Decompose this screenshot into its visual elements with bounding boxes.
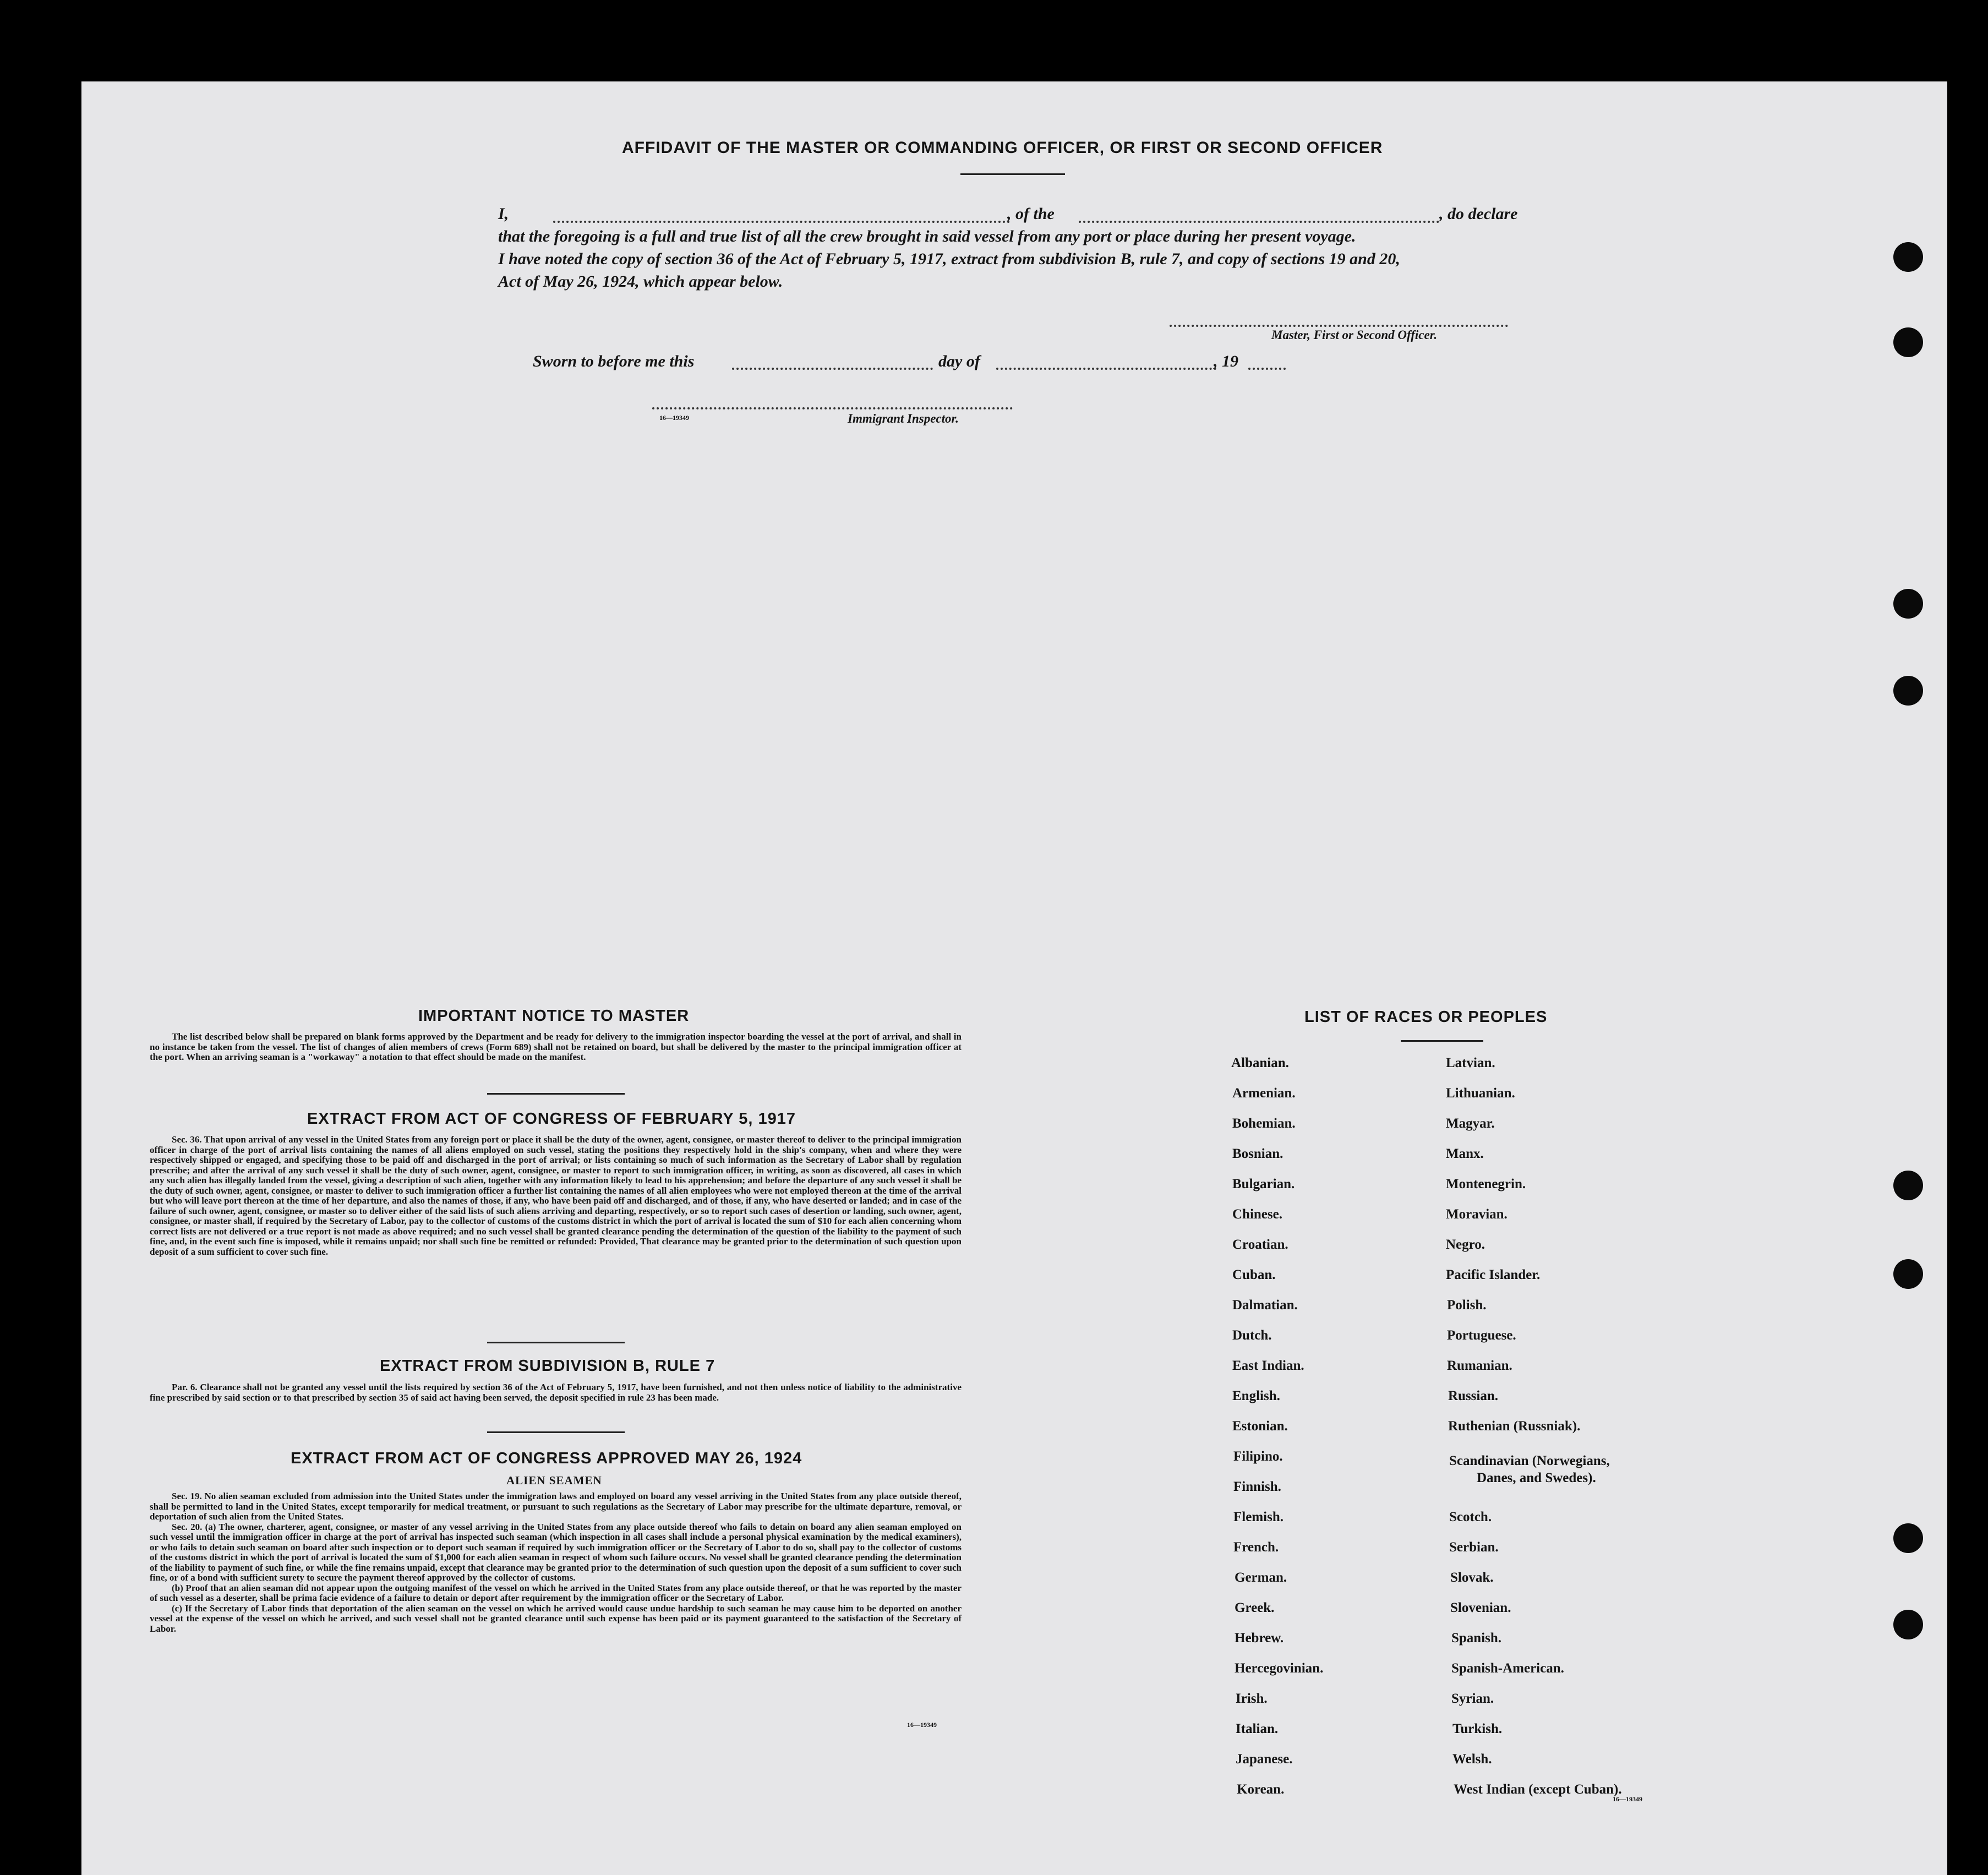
- race-right-6: Moravian.: [1446, 1207, 1508, 1222]
- race-left-19: Greek.: [1235, 1600, 1275, 1615]
- race-right-23: Turkish.: [1452, 1721, 1503, 1736]
- race-left-5: Bulgarian.: [1232, 1177, 1295, 1191]
- sworn-month-field[interactable]: [996, 368, 1216, 370]
- declarant-name-field[interactable]: [553, 221, 1010, 223]
- declaration-line-2: that the foregoing is a full and true list of all the crew brought in said vessel from any port or place during her present voyage.: [498, 227, 1356, 245]
- vessel-name-field[interactable]: [1079, 221, 1439, 223]
- alien-seamen-subtitle: ALIEN SEAMEN: [506, 1474, 602, 1487]
- race-left-15: Finnish.: [1233, 1479, 1281, 1494]
- sworn-year-field[interactable]: [1248, 368, 1286, 370]
- master-signature-caption: Master, First or Second Officer.: [1271, 328, 1438, 342]
- race-left-12: English.: [1232, 1389, 1280, 1403]
- binder-hole-7: [1893, 1523, 1923, 1553]
- title-rule: [960, 173, 1065, 175]
- extract-1924-text: [150, 1491, 962, 1634]
- affidavit-title: AFFIDAVIT OF THE MASTER OR COMMANDING OFFICER, OR FIRST OR SECOND OFFICER: [622, 139, 1383, 157]
- race-left-3: Bohemian.: [1232, 1116, 1296, 1131]
- rule-7-title: EXTRACT FROM SUBDIVISION B, RULE 7: [380, 1357, 716, 1375]
- race-right-13: Ruthenian (Russniak).: [1448, 1419, 1581, 1434]
- race-left-18: German.: [1235, 1570, 1287, 1585]
- race-right-20: Spanish.: [1451, 1631, 1502, 1646]
- binder-hole-2: [1893, 327, 1923, 357]
- extract-1917-text: [150, 1135, 962, 1257]
- extract-form-number: 16—19349: [907, 1721, 937, 1729]
- race-right-25: West Indian (except Cuban).: [1454, 1782, 1622, 1797]
- race-left-7: Croatian.: [1232, 1237, 1288, 1252]
- race-left-21: Hercegovinian.: [1235, 1661, 1324, 1676]
- master-signature-field[interactable]: [1170, 325, 1508, 327]
- race-right-19: Slovenian.: [1450, 1600, 1511, 1615]
- race-left-2: Armenian.: [1232, 1086, 1296, 1101]
- race-left-1: Albanian.: [1231, 1056, 1289, 1070]
- affidavit-form-number: 16—19349: [659, 414, 689, 422]
- binder-hole-6: [1893, 1259, 1923, 1289]
- race-right-16: Scotch.: [1449, 1510, 1492, 1524]
- section-20c-paragraph: (c) If the Secretary of Labor finds that deportation of the alien seaman on the vessel on which he arrived would cause undue hardship to such seaman he may cause him to be deported on another vessel at the expense of the vessel on which he arrived, and such vessel shall not be granted clearance until such expense has been paid or its payment guaranteed to the satisfaction of the Secretary of Labor.: [150, 1603, 962, 1634]
- race-right-18: Slovak.: [1450, 1570, 1494, 1585]
- race-left-8: Cuban.: [1232, 1267, 1276, 1282]
- rule-7-text: [150, 1382, 962, 1403]
- race-left-9: Dalmatian.: [1232, 1298, 1298, 1313]
- race-left-25: Korean.: [1237, 1782, 1285, 1797]
- notice-text: [150, 1032, 962, 1063]
- race-right-11: Rumanian.: [1447, 1358, 1512, 1373]
- inspector-signature-field[interactable]: [652, 407, 1013, 409]
- race-right-10: Portuguese.: [1447, 1328, 1516, 1343]
- race-right-24: Welsh.: [1452, 1752, 1492, 1767]
- race-left-22: Irish.: [1236, 1691, 1268, 1706]
- extract-1917-title: EXTRACT FROM ACT OF CONGRESS OF FEBRUARY 5, 1917: [307, 1110, 796, 1128]
- section-19-paragraph: Sec. 19. No alien seaman excluded from admission into the United States under the immigration laws and employed on board any vessel arriving in the United States from any place outside thereof, shall be permitted to land in the United States, except temporarily for medical treatment, or pursuant to such regulations as the Secretary of Labor may prescribe for the ultimate departure, removal, or deportation of such alien from the United States.: [150, 1491, 962, 1522]
- race-left-23: Italian.: [1236, 1721, 1279, 1736]
- binder-hole-4: [1893, 676, 1923, 706]
- race-right-4: Manx.: [1446, 1146, 1484, 1161]
- race-right-3: Magyar.: [1446, 1116, 1495, 1131]
- inspector-caption: Immigrant Inspector.: [848, 412, 959, 425]
- race-right-12: Russian.: [1448, 1389, 1499, 1403]
- race-left-20: Hebrew.: [1235, 1631, 1284, 1646]
- declarant-prefix: I,: [498, 205, 509, 223]
- race-left-4: Bosnian.: [1232, 1146, 1284, 1161]
- races-rule: [1401, 1040, 1483, 1042]
- race-left-13: Estonian.: [1232, 1419, 1288, 1434]
- race-right-2: Lithuanian.: [1446, 1086, 1515, 1101]
- binder-hole-8: [1893, 1610, 1923, 1639]
- notice-rule: [487, 1093, 625, 1095]
- race-left-11: East Indian.: [1232, 1358, 1304, 1373]
- race-left-10: Dutch.: [1232, 1328, 1272, 1343]
- race-right-22: Syrian.: [1451, 1691, 1494, 1706]
- race-left-24: Japanese.: [1236, 1752, 1293, 1767]
- race-right-8: Pacific Islander.: [1446, 1267, 1541, 1282]
- races-form-number: 16—19349: [1613, 1795, 1642, 1803]
- race-left-6: Chinese.: [1232, 1207, 1282, 1222]
- race-right-5: Montenegrin.: [1446, 1177, 1526, 1191]
- rule-7-paragraph: Par. 6. Clearance shall not be granted any vessel until the lists required by section 36 of the Act of February 5, 1917, have been furnished, and not then unless notice of liability to the administrative fine prescribed by said section or to that prescribed by section 35 of said act having been served, the deposit specified in rule 23 has been made.: [150, 1382, 962, 1403]
- race-right-14: Scandinavian (Norwegians,: [1449, 1453, 1610, 1468]
- race-left-17: French.: [1233, 1540, 1279, 1555]
- race-right-9: Polish.: [1447, 1298, 1487, 1313]
- rule-7-rule: [487, 1431, 625, 1433]
- notice-paragraph: The list described below shall be prepared on blank forms approved by the Department and be ready for delivery to the immigration inspector boarding the vessel at the port of arrival, and shall in no instance be taken from the vessel. The list of changes of alien members of crews (Form 689) shall not be retained on board, but shall be delivered by the master to the principal immigration officer at the port. When an arriving seaman is a "workaway" a notation to that effect should be made on the manifest.: [150, 1031, 962, 1062]
- notice-title: IMPORTANT NOTICE TO MASTER: [418, 1007, 690, 1025]
- race-right-17: Serbian.: [1449, 1540, 1499, 1555]
- year-prefix: , 19: [1214, 352, 1238, 370]
- extract-1917-rule: [487, 1342, 625, 1343]
- races-title: LIST OF RACES OR PEOPLES: [1304, 1008, 1548, 1026]
- race-right-7: Negro.: [1446, 1237, 1485, 1252]
- do-declare-label: , do declare: [1439, 205, 1518, 223]
- binder-hole-3: [1893, 589, 1923, 619]
- declaration-line-4: Act of May 26, 1924, which appear below.: [498, 272, 783, 291]
- sworn-label: Sworn to before me this: [533, 352, 695, 370]
- declaration-line-3: I have noted the copy of section 36 of the Act of February 5, 1917, extract from subdivision B, rule 7, and copy of sections 19 and 20,: [498, 250, 1400, 268]
- of-the-label: , of the: [1007, 205, 1055, 223]
- race-left-14: Filipino.: [1233, 1449, 1283, 1464]
- sworn-day-field[interactable]: [732, 368, 933, 370]
- section-20b-paragraph: (b) Proof that an alien seaman did not appear upon the outgoing manifest of the vessel on which he arrived in the United States from any place outside thereof, or that he was reported by the master of such vessel as a deserter, shall be prima facie evidence of a failure to detain or deport after requirement by the immigration officer or the Secretary of Labor.: [150, 1582, 962, 1603]
- binder-hole-1: [1893, 242, 1923, 272]
- race-right-15: Danes, and Swedes).: [1477, 1471, 1596, 1485]
- race-left-16: Flemish.: [1233, 1510, 1284, 1524]
- day-of-label: day of: [938, 352, 980, 370]
- race-right-21: Spanish-American.: [1451, 1661, 1564, 1676]
- race-right-1: Latvian.: [1446, 1056, 1495, 1070]
- extract-1924-title: EXTRACT FROM ACT OF CONGRESS APPROVED MAY 26, 1924: [291, 1450, 802, 1467]
- section-36-paragraph: Sec. 36. That upon arrival of any vessel in the United States from any foreign port or place it shall be the duty of the owner, agent, consignee, or master thereof to deliver to the principal immigration officer in charge of the port of arrival lists containing the names of all aliens employed on such vessel, stating the positions they respectively hold in the ship's company, when and where they were respectively shipped or engaged, and specifying those to be paid off and discharged in the port of arrival; or lists containing so much of such information as the Secretary of Labor shall by regulation prescribe; and after the arrival of any such vessel it shall be the duty of such owner, agent, consignee, or master to report to such immigration officer, in writing, as soon as discovered, all cases in which any such alien has illegally landed from the vessel, giving a description of such alien, together with any information likely to lead to his apprehension; and before the departure of any such vessel it shall be the duty of such owner, agent, consignee, or master to deliver to such immigration officer a further list containing the names of all alien employees who were not employed thereon at the time of the arrival but who will leave port thereon at the time of her departure, and also the names of those, if any, who have been paid off and discharged, and of those, if any, who have deserted or landed; and in case of the failure of such owner, agent, consignee, or master so to deliver either of the said lists of such aliens arriving and departing, respectively, or so to report such cases of desertion or landing, such owner, agent, consignee, or master shall, if required by the Secretary of Labor, pay to the collector of customs of the customs district in which the port of arrival is located the sum of $10 for each alien concerning whom correct lists are not delivered or a true report is not made as above required; and no such vessel shall be granted clearance pending the determination of the question of the liability to the payment of such fine, and, in the event such fine is imposed, while it remains unpaid; nor shall such fine be remitted or refunded: Provided, That clearance may be granted prior to the determination of such question upon deposit of a sum sufficient to cover such fine.: [150, 1134, 962, 1257]
- binder-hole-5: [1893, 1171, 1923, 1200]
- section-20a-paragraph: Sec. 20. (a) The owner, charterer, agent, consignee, or master of any vessel arriving in the United States from any place outside thereof who fails to detain on board any alien seaman employed on such vessel until the immigration officer in charge at the port of arrival has inspected such seaman (which inspection in all cases shall include a personal physical examination by the medical examiners), or who fails to detain such seaman on board after such inspection or to deport such seaman if required by such immigration officer or the Secretary of Labor to do so, shall pay to the collector of customs of the customs district in which the port of arrival is located the sum of $1,000 for each alien seaman in respect of whom such failure occurs. No vessel shall be granted clearance pending the determination of the liability to payment of such fine, or while the fine remains unpaid, except that clearance may be granted prior to the determination of such question upon the deposit of a sum sufficient to cover such fine, or of a bond with sufficient surety to secure the payment thereof approved by the collector of customs.: [150, 1521, 962, 1583]
